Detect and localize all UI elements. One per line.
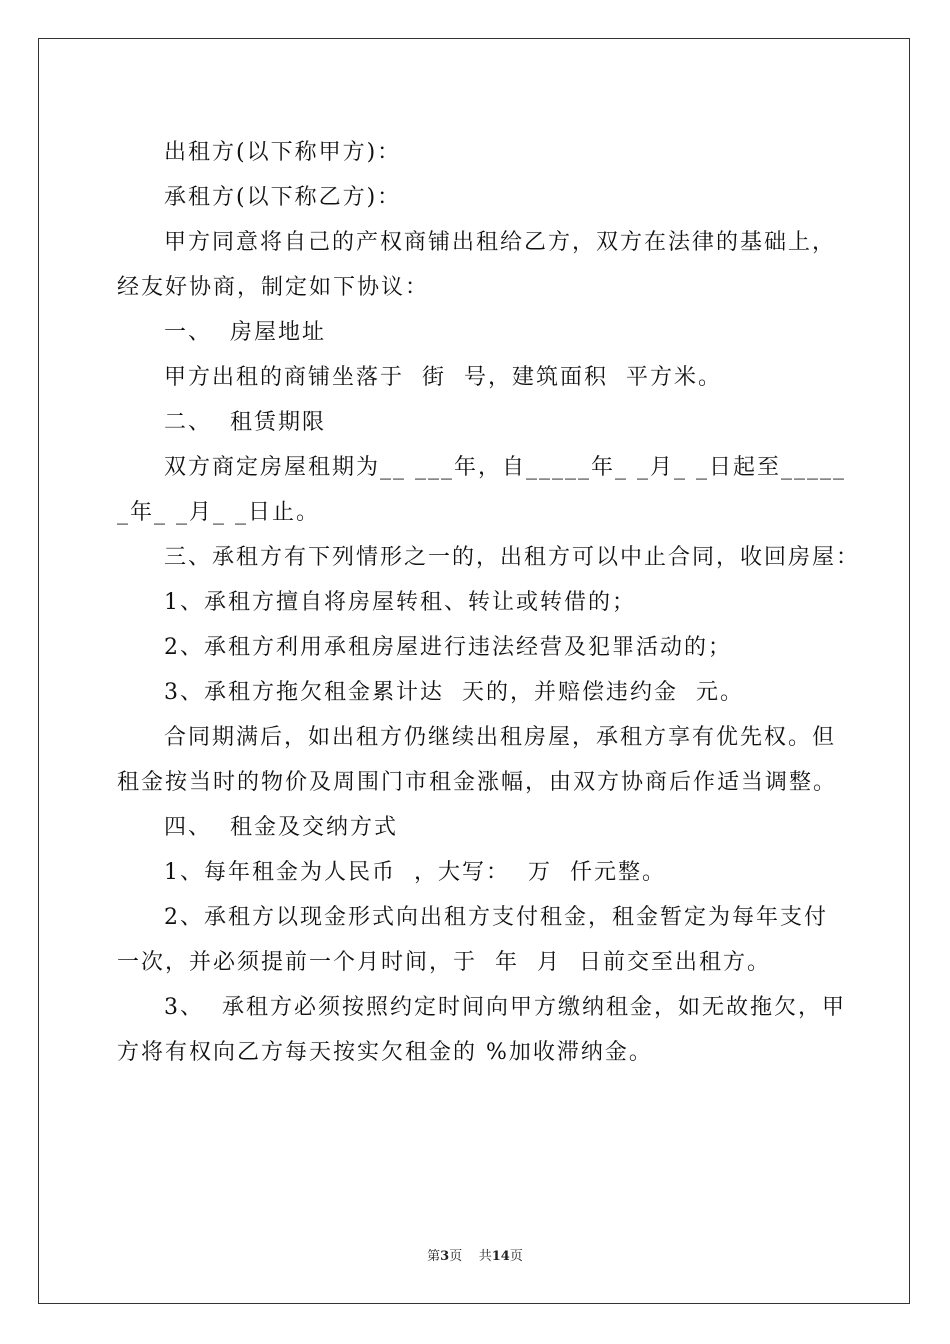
text-line: 合同期满后，如出租方仍继续出租房屋，承租方享有优先权。但 bbox=[164, 725, 837, 750]
page-number: 3 bbox=[440, 1249, 450, 1264]
text-line: 方将有权向乙方每天按实欠租金的 %加收滞纳金。 bbox=[117, 1040, 653, 1065]
section-heading: 三、承租方有下列情形之一的，出租方可以中止合同，收回房屋： bbox=[164, 545, 861, 570]
text-line: _年_ _月_ _日止。 bbox=[117, 500, 320, 525]
text-line: 租金按当时的物价及周围门市租金涨幅，由双方协商后作适当调整。 bbox=[117, 770, 838, 795]
text-line: 3、承租方拖欠租金累计达 天的，并赔偿违约金 元。 bbox=[164, 680, 744, 705]
section-heading: 一、 房屋地址 bbox=[164, 320, 326, 345]
text-line: 甲方同意将自己的产权商铺出租给乙方，双方在法律的基础上， bbox=[164, 230, 837, 255]
text-line: 2、承租方利用承租房屋进行违法经营及犯罪活动的； bbox=[164, 635, 732, 660]
footer-prefix: 第 bbox=[427, 1249, 441, 1264]
text-line: 3、 承租方必须按照约定时间向甲方缴纳租金，如无故拖欠，甲 bbox=[164, 995, 846, 1020]
footer-mid: 页 共 bbox=[449, 1249, 492, 1264]
text-line: 承租方(以下称乙方)： bbox=[164, 185, 402, 210]
document-body bbox=[117, 130, 861, 1075]
text-line: 一次，并必须提前一个月时间，于 年 月 日前交至出租方。 bbox=[117, 950, 771, 975]
text-line: 甲方出租的商铺坐落于 街 号，建筑面积 平方米。 bbox=[164, 365, 722, 390]
footer-suffix: 页 bbox=[509, 1249, 523, 1264]
page-total: 14 bbox=[491, 1249, 510, 1264]
page-footer bbox=[0, 1245, 950, 1264]
text-line: 1、每年租金为人民币 ，大写： 万 仟元整。 bbox=[164, 860, 666, 885]
text-line: 1、承租方擅自将房屋转租、转让或转借的； bbox=[164, 590, 636, 615]
section-heading: 四、 租金及交纳方式 bbox=[164, 815, 398, 840]
text-line: 2、承租方以现金形式向出租方支付租金，租金暂定为每年支付 bbox=[164, 905, 828, 930]
text-line: 经友好协商，制定如下协议： bbox=[117, 275, 430, 300]
section-heading: 二、 租赁期限 bbox=[164, 410, 326, 435]
text-line: 双方商定房屋租期为__ ___年，自_____年_ _月_ _日起至_____ bbox=[164, 455, 846, 480]
text-line: 出租方(以下称甲方)： bbox=[164, 140, 402, 165]
